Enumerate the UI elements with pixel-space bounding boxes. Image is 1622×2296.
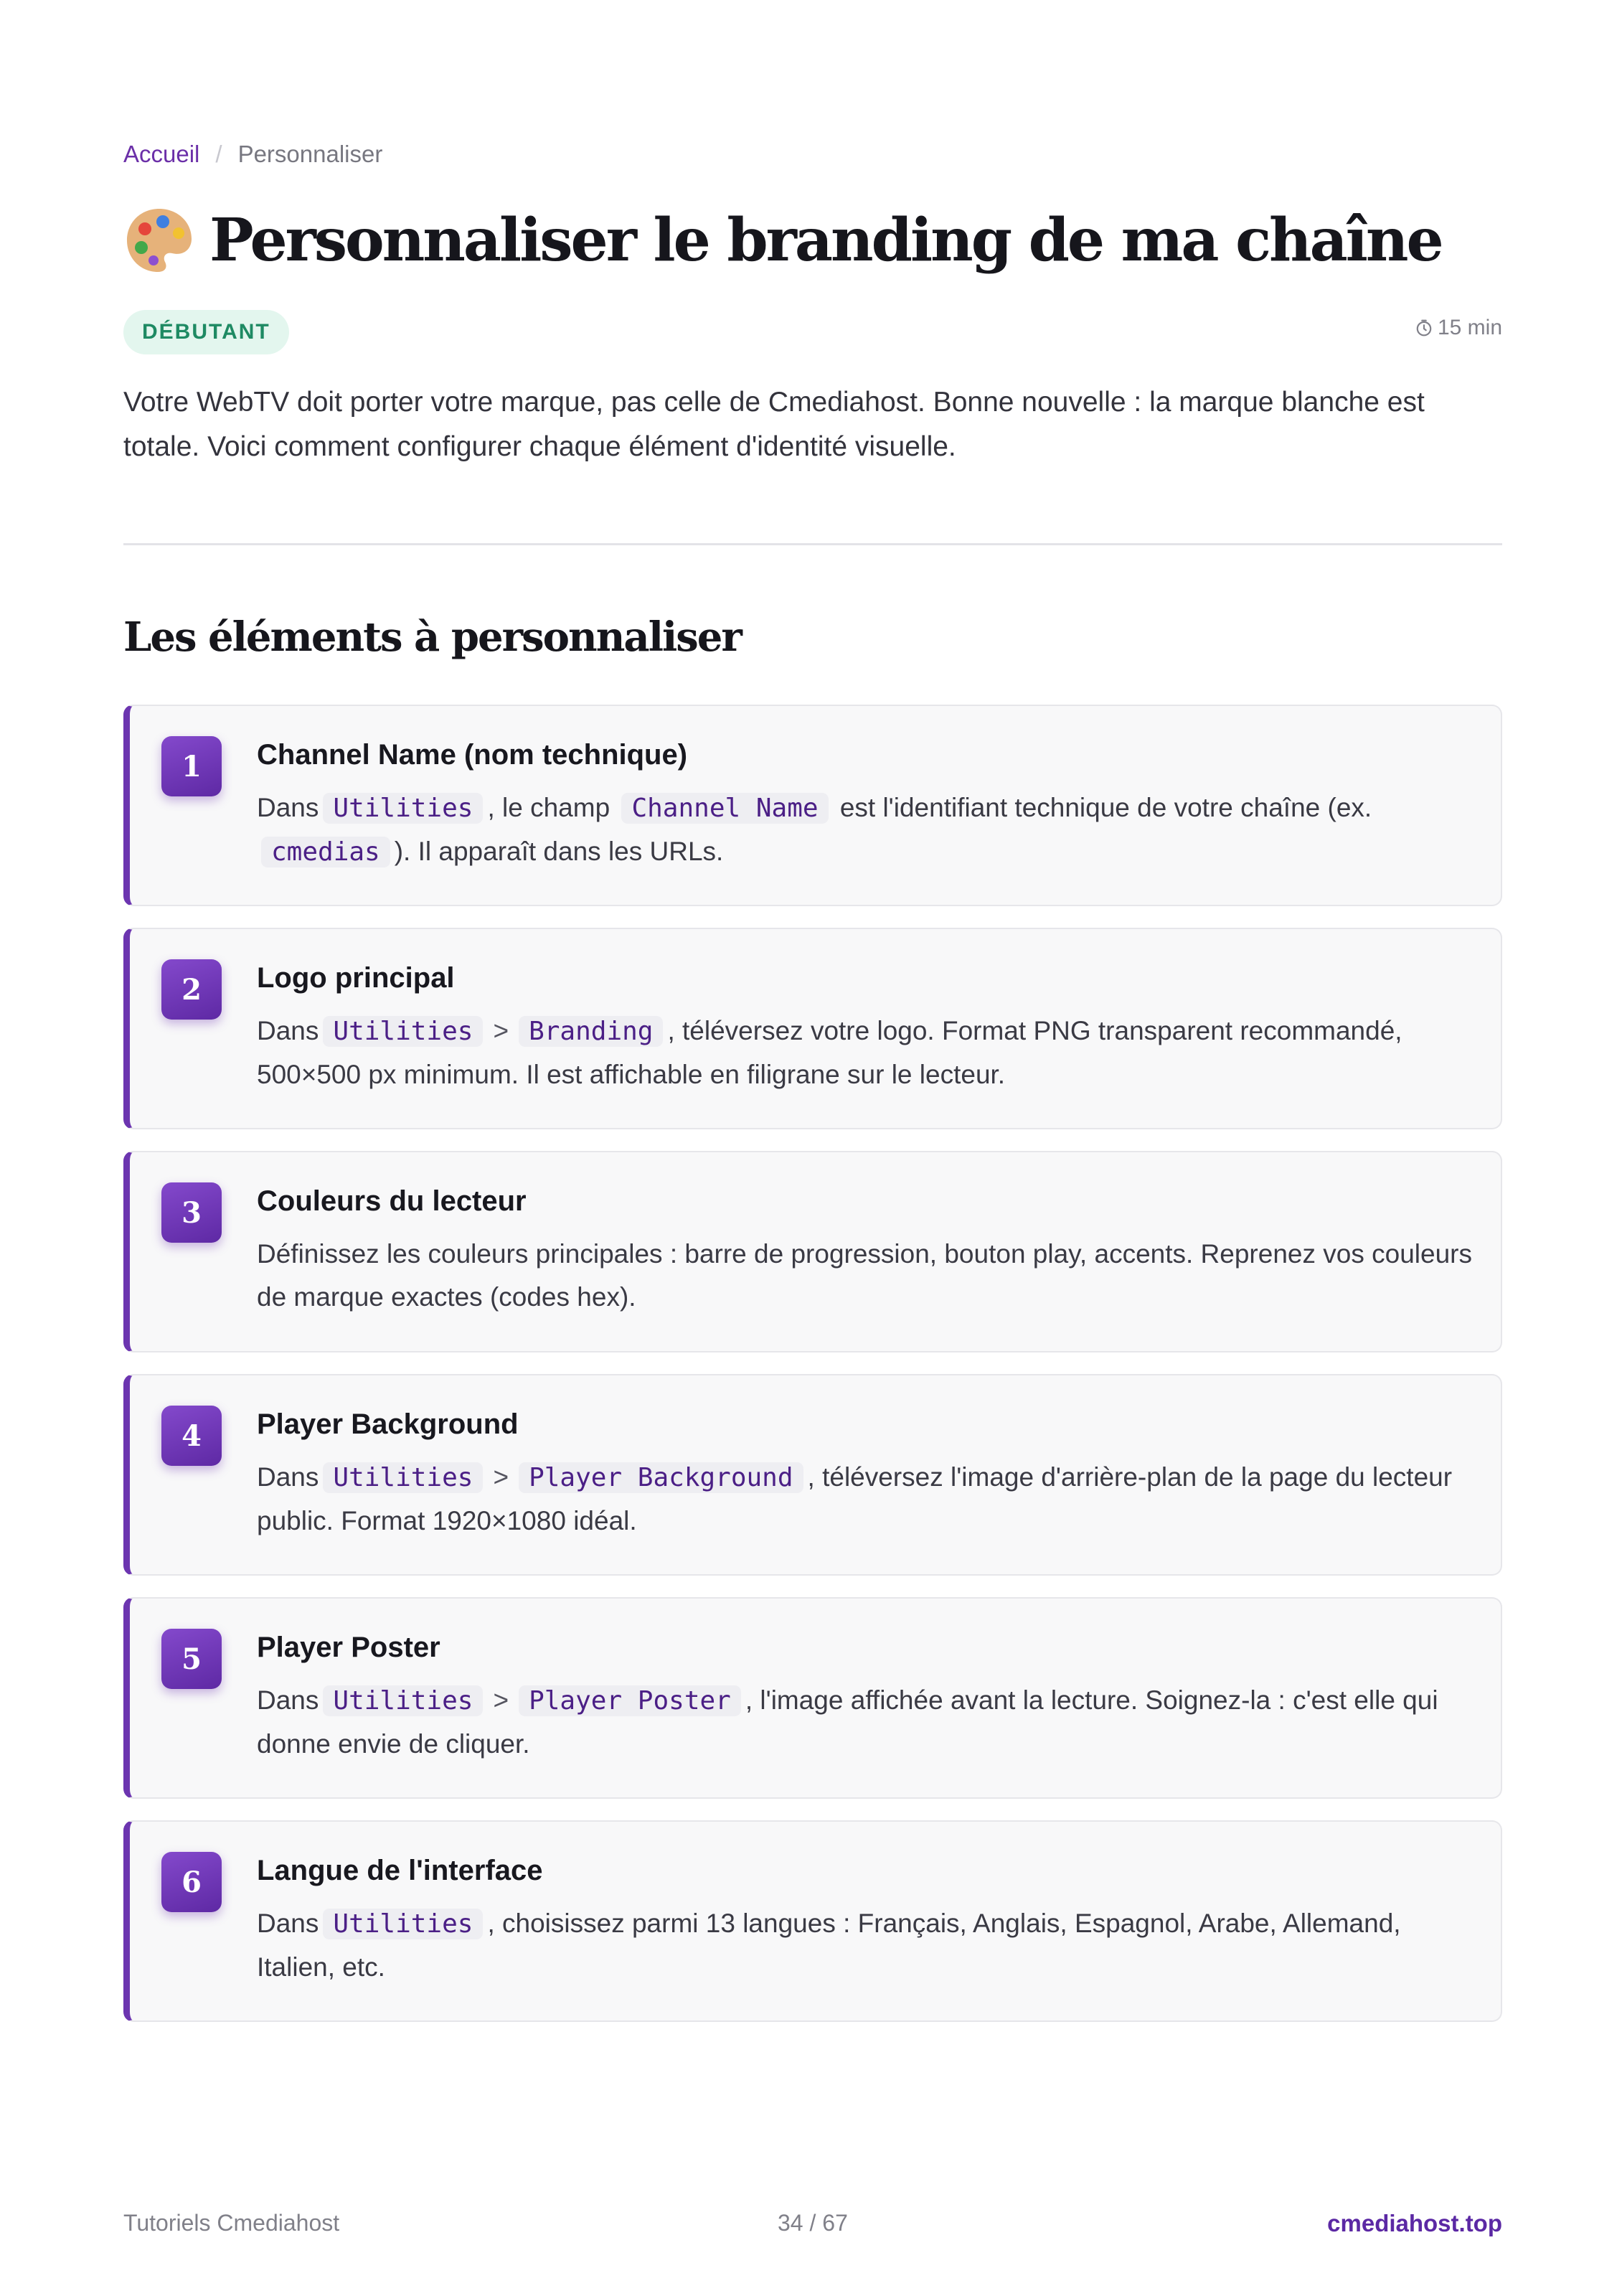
step-text: , téléversez l'image d'arrière-plan de la page du lecteur public. Format 1920×1080 idéal. xyxy=(257,1462,1453,1535)
breadcrumb-current: Personnaliser xyxy=(237,141,383,167)
steps-list xyxy=(123,705,1502,2043)
footer-site-link[interactable]: cmediahost.top xyxy=(1327,2210,1502,2236)
step-number: 1 xyxy=(161,736,222,796)
step-text: Dans xyxy=(257,793,319,822)
section-title: Les éléments à personnaliser xyxy=(123,613,741,661)
breadcrumb xyxy=(123,141,382,168)
step-text: , choisissez parmi 13 langues : Français, Anglais, Espagnol, Arabe, Allemand, Italien, etc. xyxy=(257,1909,1401,1982)
duration xyxy=(1415,316,1502,340)
title-row xyxy=(123,204,1502,276)
step-number: 4 xyxy=(161,1406,222,1466)
step-title: Langue de l'interface xyxy=(257,1855,543,1886)
clock-icon xyxy=(1415,319,1433,337)
breadcrumb-separator: / xyxy=(215,141,222,167)
code-utilities: Utilities xyxy=(323,1462,483,1493)
step-number: 3 xyxy=(161,1182,222,1243)
code-branding: Branding xyxy=(519,1016,663,1047)
step-title: Logo principal xyxy=(257,962,455,994)
step-number: 2 xyxy=(161,959,222,1020)
step-description xyxy=(257,1902,1476,1989)
step-description: Définissez les couleurs principales : barre de progression, bouton play, accents. Reprenez vos couleurs de marque exactes (codes hex). xyxy=(257,1239,1472,1312)
step-card xyxy=(123,1151,1502,1352)
divider xyxy=(123,543,1502,545)
step-text: Dans xyxy=(257,1909,319,1938)
step-number: 5 xyxy=(161,1629,222,1689)
step-description xyxy=(257,786,1476,874)
breadcrumb-home-link[interactable]: Accueil xyxy=(123,141,200,167)
code-player-poster: Player Poster xyxy=(519,1685,741,1716)
step-text: est l'identifiant technique de votre chaîne (ex. xyxy=(839,793,1372,822)
code-utilities: Utilities xyxy=(323,793,483,824)
intro-paragraph: Votre WebTV doit porter votre marque, pas celle de Cmediahost. Bonne nouvelle : la marque blanche est totale. Voici comment configurer chaque élément d'identité visuelle. xyxy=(123,387,1425,462)
step-description xyxy=(257,1679,1476,1766)
step-text: Dans xyxy=(257,1685,319,1715)
code-channel-name: Channel Name xyxy=(621,793,828,824)
code-cmedias: cmedias xyxy=(261,837,390,867)
footer-publication: Tutoriels Cmediahost xyxy=(123,2210,340,2236)
path-arrow: > xyxy=(493,1462,509,1492)
step-card xyxy=(123,1597,1502,1799)
step-text: , l'image affichée avant la lecture. Soignez-la : c'est elle qui donne envie de cliquer. xyxy=(257,1685,1438,1759)
step-card xyxy=(123,1374,1502,1576)
step-title: Player Background xyxy=(257,1408,519,1440)
level-badge: DÉBUTANT xyxy=(123,310,289,354)
step-text: , téléversez votre logo. Format PNG transparent recommandé, 500×500 px minimum. Il est affichable en filigrane sur le lecteur. xyxy=(257,1016,1402,1089)
step-text: , le champ xyxy=(487,793,610,822)
code-utilities: Utilities xyxy=(323,1016,483,1047)
path-arrow: > xyxy=(493,1016,509,1045)
step-text: ). Il apparaît dans les URLs. xyxy=(394,837,724,866)
code-utilities: Utilities xyxy=(323,1685,483,1716)
step-description xyxy=(257,1010,1476,1096)
step-number: 6 xyxy=(161,1852,222,1912)
step-card xyxy=(123,1820,1502,2022)
step-description xyxy=(257,1456,1476,1543)
step-title: Couleurs du lecteur xyxy=(257,1185,527,1217)
duration-text: 15 min xyxy=(1437,316,1502,339)
step-text: Dans xyxy=(257,1462,319,1492)
step-card xyxy=(123,705,1502,906)
path-arrow: > xyxy=(493,1685,509,1715)
code-utilities: Utilities xyxy=(323,1909,483,1939)
step-card xyxy=(123,928,1502,1129)
step-title: Channel Name (nom technique) xyxy=(257,739,688,771)
page-title: Personnaliser le branding de ma chaîne xyxy=(209,206,1442,275)
step-text: Dans xyxy=(257,1016,319,1045)
palette-icon xyxy=(123,204,195,276)
step-title: Player Poster xyxy=(257,1632,440,1663)
footer-page-number: 34 / 67 xyxy=(778,2210,848,2236)
code-player-background: Player Background xyxy=(519,1462,803,1493)
